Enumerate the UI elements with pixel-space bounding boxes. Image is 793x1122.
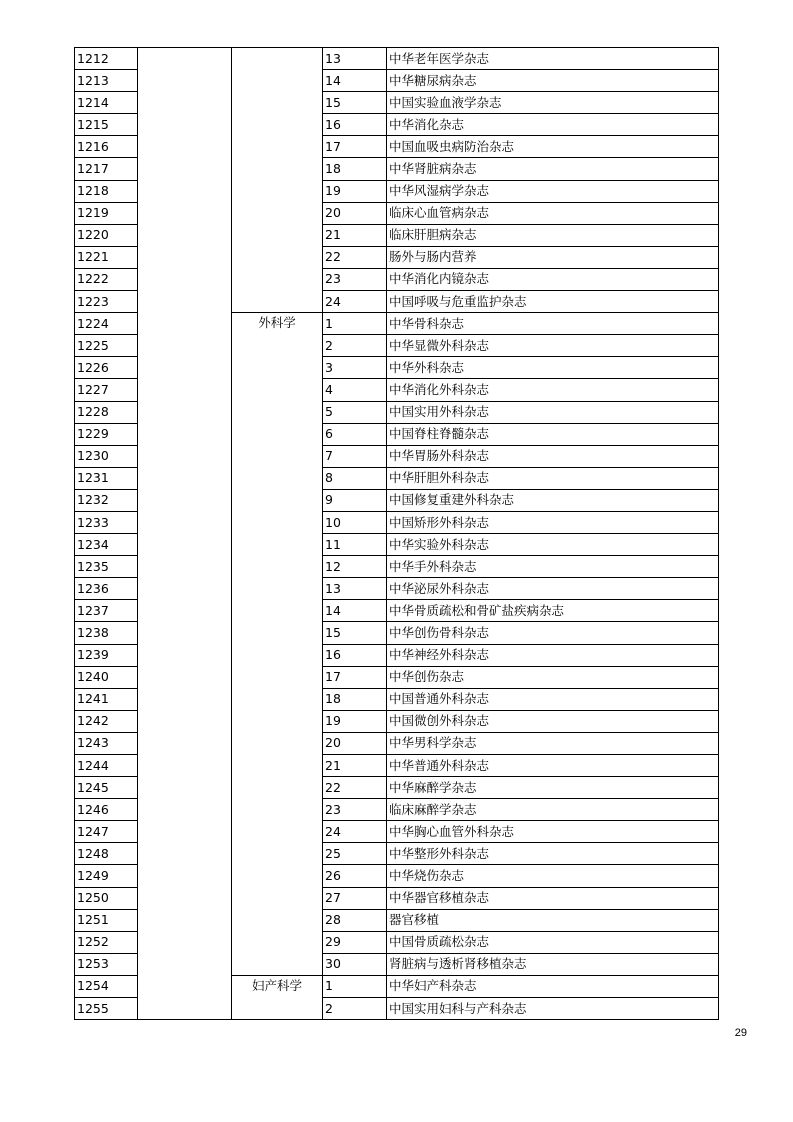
row-id-cell: 1228 — [75, 401, 138, 423]
row-id-cell: 1251 — [75, 909, 138, 931]
row-number-cell: 9 — [323, 489, 387, 511]
journal-title-cell: 中华胃肠外科杂志 — [387, 445, 719, 467]
row-id-cell: 1255 — [75, 998, 138, 1020]
journal-title-cell: 临床心血管病杂志 — [387, 202, 719, 224]
journal-title-cell: 中华胸心血管外科杂志 — [387, 821, 719, 843]
row-number-cell: 17 — [323, 666, 387, 688]
journal-title-cell: 中华神经外科杂志 — [387, 644, 719, 666]
journal-title-cell: 中华妇产科杂志 — [387, 975, 719, 997]
journal-title-cell: 肾脏病与透析肾移植杂志 — [387, 953, 719, 975]
row-number-cell: 4 — [323, 379, 387, 401]
row-id-cell: 1225 — [75, 335, 138, 357]
row-number-cell: 1 — [323, 975, 387, 997]
row-id-cell: 1236 — [75, 578, 138, 600]
journal-title-cell: 中华创伤骨科杂志 — [387, 622, 719, 644]
journal-title-cell: 临床肝胆病杂志 — [387, 224, 719, 246]
row-number-cell: 14 — [323, 600, 387, 622]
row-id-cell: 1250 — [75, 887, 138, 909]
row-number-cell: 6 — [323, 423, 387, 445]
row-id-cell: 1237 — [75, 600, 138, 622]
row-id-cell: 1223 — [75, 291, 138, 313]
journal-title-cell: 中华实验外科杂志 — [387, 534, 719, 556]
row-id-cell: 1249 — [75, 865, 138, 887]
row-number-cell: 7 — [323, 445, 387, 467]
table-row — [75, 48, 719, 70]
row-number-cell: 13 — [323, 48, 387, 70]
subcategory-cell — [232, 48, 323, 313]
journal-title-cell: 中华消化内镜杂志 — [387, 268, 719, 290]
category-cell — [138, 48, 232, 1020]
row-id-cell: 1218 — [75, 180, 138, 202]
journal-title-cell: 中国实用妇科与产科杂志 — [387, 998, 719, 1020]
row-id-cell: 1239 — [75, 644, 138, 666]
journal-title-cell: 中华显微外科杂志 — [387, 335, 719, 357]
row-number-cell: 16 — [323, 644, 387, 666]
journal-title-cell: 中国实验血液学杂志 — [387, 92, 719, 114]
row-number-cell: 11 — [323, 534, 387, 556]
journal-title-cell: 中国血吸虫病防治杂志 — [387, 136, 719, 158]
row-number-cell: 18 — [323, 158, 387, 180]
journal-title-cell: 中华普通外科杂志 — [387, 755, 719, 777]
row-id-cell: 1224 — [75, 313, 138, 335]
journal-title-cell: 中华消化外科杂志 — [387, 379, 719, 401]
row-number-cell: 10 — [323, 511, 387, 533]
journal-title-cell: 中国矫形外科杂志 — [387, 511, 719, 533]
row-number-cell: 26 — [323, 865, 387, 887]
row-id-cell: 1246 — [75, 799, 138, 821]
row-number-cell: 23 — [323, 268, 387, 290]
row-number-cell: 15 — [323, 622, 387, 644]
row-number-cell: 21 — [323, 224, 387, 246]
row-id-cell: 1247 — [75, 821, 138, 843]
journal-title-cell: 中华器官移植杂志 — [387, 887, 719, 909]
row-number-cell: 28 — [323, 909, 387, 931]
journal-title-cell: 中华手外科杂志 — [387, 556, 719, 578]
row-number-cell: 23 — [323, 799, 387, 821]
row-id-cell: 1216 — [75, 136, 138, 158]
row-number-cell: 3 — [323, 357, 387, 379]
row-number-cell: 30 — [323, 953, 387, 975]
row-id-cell: 1234 — [75, 534, 138, 556]
row-id-cell: 1242 — [75, 710, 138, 732]
row-id-cell: 1230 — [75, 445, 138, 467]
row-id-cell: 1217 — [75, 158, 138, 180]
row-number-cell: 20 — [323, 202, 387, 224]
row-number-cell: 2 — [323, 998, 387, 1020]
row-number-cell: 24 — [323, 821, 387, 843]
row-number-cell: 22 — [323, 777, 387, 799]
journal-table — [74, 47, 719, 1020]
journal-title-cell: 器官移植 — [387, 909, 719, 931]
row-id-cell: 1245 — [75, 777, 138, 799]
row-id-cell: 1219 — [75, 202, 138, 224]
journal-title-cell: 中华男科学杂志 — [387, 732, 719, 754]
row-id-cell: 1243 — [75, 732, 138, 754]
page-number: 29 — [734, 1027, 747, 1039]
subcategory-cell: 外科学 — [232, 313, 323, 976]
journal-title-cell: 中华消化杂志 — [387, 114, 719, 136]
row-number-cell: 27 — [323, 887, 387, 909]
journal-title-cell: 中国普通外科杂志 — [387, 688, 719, 710]
journal-title-cell: 中华骨科杂志 — [387, 313, 719, 335]
journal-title-cell: 中华创伤杂志 — [387, 666, 719, 688]
row-id-cell: 1252 — [75, 931, 138, 953]
row-number-cell: 15 — [323, 92, 387, 114]
row-id-cell: 1229 — [75, 423, 138, 445]
row-number-cell: 25 — [323, 843, 387, 865]
journal-title-cell: 临床麻醉学杂志 — [387, 799, 719, 821]
journal-title-cell: 中国呼吸与危重监护杂志 — [387, 291, 719, 313]
row-id-cell: 1244 — [75, 755, 138, 777]
journal-title-cell: 中国骨质疏松杂志 — [387, 931, 719, 953]
row-id-cell: 1231 — [75, 467, 138, 489]
journal-title-cell: 中国修复重建外科杂志 — [387, 489, 719, 511]
row-id-cell: 1213 — [75, 70, 138, 92]
row-id-cell: 1248 — [75, 843, 138, 865]
journal-title-cell: 中华肾脏病杂志 — [387, 158, 719, 180]
row-number-cell: 17 — [323, 136, 387, 158]
row-number-cell: 20 — [323, 732, 387, 754]
table-body — [75, 48, 719, 1020]
row-number-cell: 29 — [323, 931, 387, 953]
row-number-cell: 8 — [323, 467, 387, 489]
row-number-cell: 22 — [323, 246, 387, 268]
journal-title-cell: 中华骨质疏松和骨矿盐疾病杂志 — [387, 600, 719, 622]
journal-title-cell: 中华风湿病学杂志 — [387, 180, 719, 202]
row-id-cell: 1241 — [75, 688, 138, 710]
row-id-cell: 1222 — [75, 268, 138, 290]
row-id-cell: 1221 — [75, 246, 138, 268]
row-number-cell: 19 — [323, 710, 387, 732]
row-id-cell: 1232 — [75, 489, 138, 511]
journal-title-cell: 中华糖尿病杂志 — [387, 70, 719, 92]
journal-title-cell: 肠外与肠内营养 — [387, 246, 719, 268]
row-id-cell: 1254 — [75, 975, 138, 997]
subcategory-cell: 妇产科学 — [232, 975, 323, 1019]
row-number-cell: 24 — [323, 291, 387, 313]
row-number-cell: 12 — [323, 556, 387, 578]
journal-title-cell: 中华麻醉学杂志 — [387, 777, 719, 799]
row-number-cell: 2 — [323, 335, 387, 357]
journal-title-cell: 中华外科杂志 — [387, 357, 719, 379]
row-number-cell: 13 — [323, 578, 387, 600]
row-id-cell: 1220 — [75, 224, 138, 246]
row-number-cell: 16 — [323, 114, 387, 136]
journal-title-cell: 中国实用外科杂志 — [387, 401, 719, 423]
row-id-cell: 1227 — [75, 379, 138, 401]
row-id-cell: 1226 — [75, 357, 138, 379]
journal-title-cell: 中国微创外科杂志 — [387, 710, 719, 732]
row-id-cell: 1238 — [75, 622, 138, 644]
row-id-cell: 1240 — [75, 666, 138, 688]
row-number-cell: 19 — [323, 180, 387, 202]
row-id-cell: 1212 — [75, 48, 138, 70]
row-id-cell: 1214 — [75, 92, 138, 114]
row-id-cell: 1253 — [75, 953, 138, 975]
row-number-cell: 18 — [323, 688, 387, 710]
row-id-cell: 1233 — [75, 511, 138, 533]
journal-title-cell: 中华烧伤杂志 — [387, 865, 719, 887]
journal-title-cell: 中华泌尿外科杂志 — [387, 578, 719, 600]
row-id-cell: 1215 — [75, 114, 138, 136]
row-number-cell: 14 — [323, 70, 387, 92]
row-number-cell: 21 — [323, 755, 387, 777]
journal-title-cell: 中华老年医学杂志 — [387, 48, 719, 70]
row-number-cell: 5 — [323, 401, 387, 423]
row-id-cell: 1235 — [75, 556, 138, 578]
journal-title-cell: 中华整形外科杂志 — [387, 843, 719, 865]
journal-title-cell: 中华肝胆外科杂志 — [387, 467, 719, 489]
journal-title-cell: 中国脊柱脊髓杂志 — [387, 423, 719, 445]
row-number-cell: 1 — [323, 313, 387, 335]
